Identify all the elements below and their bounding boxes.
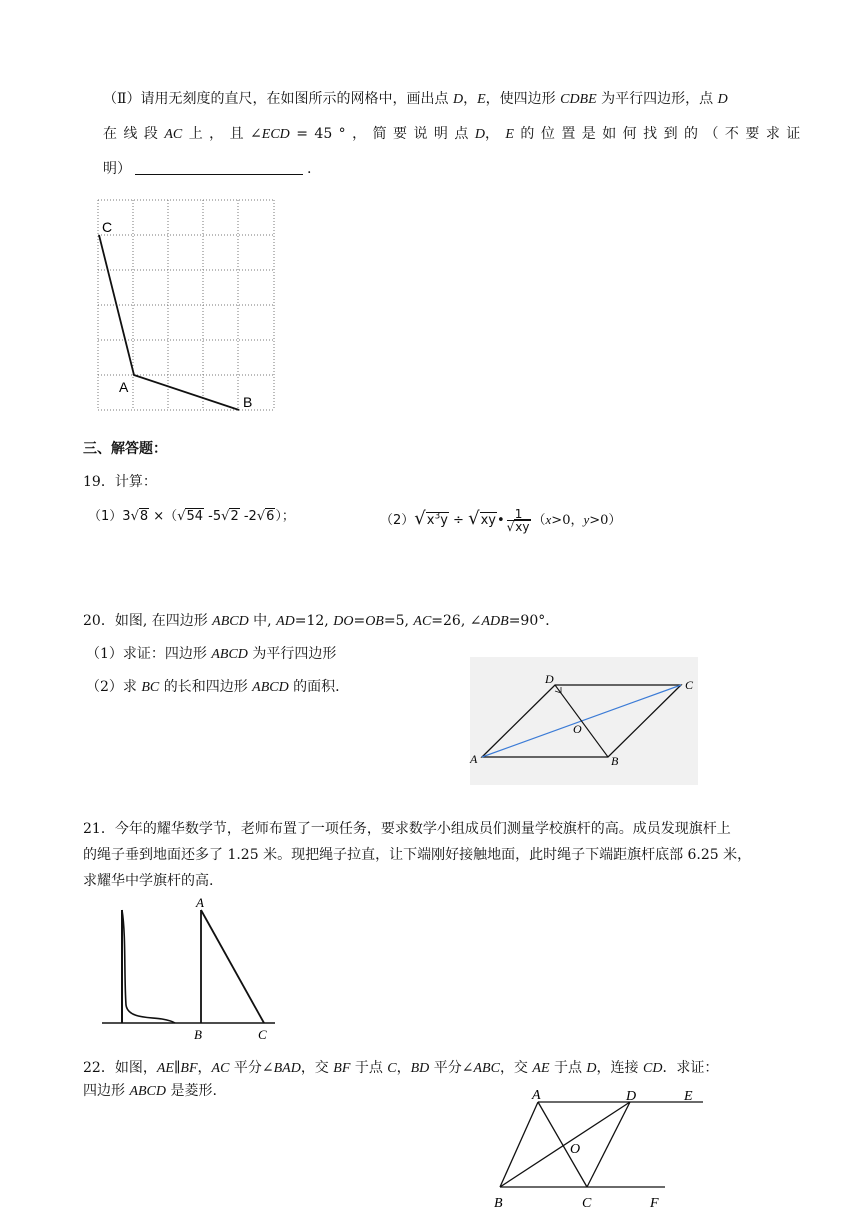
var: ABCD [211, 647, 248, 662]
text: 上 ， 且 ∠ [182, 126, 262, 142]
label-C: C [102, 219, 113, 235]
var: BAD [273, 1061, 301, 1076]
text: ， [197, 1060, 212, 1076]
text: 20．如图, 在四边形 [83, 613, 213, 629]
label-A: A [470, 752, 478, 766]
var: AE [156, 1061, 174, 1076]
text: 于点 [350, 1060, 388, 1076]
var-E: E [477, 92, 486, 107]
text: （2）求 [86, 679, 142, 695]
side-DC [587, 1102, 630, 1187]
text: 22．如图， [83, 1060, 157, 1076]
label-A: A [119, 379, 129, 395]
answer-blank[interactable] [135, 160, 303, 175]
var: DO [333, 614, 354, 629]
label-O: O [573, 722, 582, 736]
text: -2 [243, 509, 257, 524]
text: ，交 [300, 1060, 334, 1076]
var-y: y [583, 512, 590, 527]
q21-line1: 21．今年的耀华数学节，老师布置了一项任务，要求数学小组成员们测量学校旗杆的高。成员发现旗杆上 [83, 821, 731, 837]
flagpole-figure [100, 895, 290, 1045]
q18-line2 [103, 127, 800, 142]
text: （2） [380, 513, 415, 528]
text: ÷ [453, 513, 464, 528]
text: = 45 ° ， 简 要 说 明 点 [289, 126, 475, 142]
text: ， [396, 1060, 411, 1076]
text: 平分∠ [429, 1060, 474, 1076]
text: >0） [589, 513, 622, 528]
q20-line2 [86, 647, 336, 662]
text: （1）求证：四边形 [86, 646, 212, 662]
label-C: C [258, 1027, 267, 1042]
var: ADB [481, 614, 509, 629]
text: ×（ [153, 509, 178, 524]
label-D: D [626, 1089, 637, 1104]
label-E: E [684, 1089, 693, 1104]
rope-AC [201, 910, 264, 1023]
label-B: B [611, 754, 619, 768]
var: CD [642, 1061, 663, 1076]
text: ．求证： [662, 1060, 719, 1076]
q20-line1 [83, 614, 559, 629]
q21-line3: 求耀华中学旗杆的高. [83, 873, 214, 889]
var: AD [276, 614, 295, 629]
text: =12, [294, 613, 334, 629]
text: =26, ∠ [431, 613, 482, 629]
parallelogram-figure [470, 657, 700, 787]
radicand: 8 [139, 509, 149, 524]
text: 是菱形. [166, 1083, 217, 1099]
var: C [387, 1061, 397, 1076]
q18-line1 [103, 92, 728, 107]
text: ∥ [173, 1060, 181, 1076]
text: 四边形 [83, 1083, 130, 1099]
var: AC [413, 614, 432, 629]
text: 明） [103, 161, 131, 177]
var: D [586, 1061, 597, 1076]
var: BF [180, 1061, 198, 1076]
text: 的 位 置 是 如 何 找 到 的 （ 不 要 求 证 [513, 126, 801, 142]
section-title: 三、解答题： [83, 441, 167, 457]
text: 于点 [549, 1060, 587, 1076]
var: BD [410, 1061, 430, 1076]
var: AC [211, 1061, 230, 1076]
label-B: B [494, 1196, 503, 1211]
text: （1） [88, 509, 123, 524]
var: BF [333, 1061, 351, 1076]
text: （Ⅱ）请用无刻度的直尺，在如图所示的网格中，画出点 [103, 91, 453, 107]
var-AC: AC [164, 127, 183, 142]
text: 在 线 段 [103, 126, 165, 142]
radicand: xy [480, 513, 496, 528]
q20-line3 [86, 680, 340, 695]
var: ABCD [129, 1084, 167, 1099]
var-D: D [474, 127, 485, 142]
var: BC [141, 680, 160, 695]
denominator: xy [515, 520, 530, 534]
text: = [353, 613, 366, 629]
text: >0， [551, 513, 584, 528]
text: ）； [275, 509, 295, 524]
rhombus-figure [490, 1085, 710, 1216]
radicand: 54 [186, 509, 204, 524]
var-CDBE: CDBE [560, 92, 597, 107]
q19-part2: $(2)√x^3y$ ÷ √xy• $\frac{1}{√xy}$ （x>0，y>0） [380, 507, 622, 534]
grid-figure [98, 200, 278, 420]
var: ABC [473, 1061, 500, 1076]
text: ， [484, 126, 506, 142]
label-C: C [582, 1196, 592, 1211]
label-F: F [650, 1196, 659, 1211]
numerator: 1 [507, 508, 531, 521]
radicand: 6 [266, 509, 275, 524]
q21-line2: 的绳子垂到地面还多了 1.25 米。现把绳子拉直，让下端刚好接触地面，此时绳子下端距旗杆底部 6.25 米， [83, 847, 752, 863]
q22-line1 [83, 1061, 718, 1076]
text: 中, [248, 613, 277, 629]
text: • [496, 513, 505, 528]
label-B: B [243, 394, 253, 410]
label-O: O [570, 1142, 581, 1157]
exponent: 3 [434, 511, 441, 522]
var-ECD: ECD [261, 127, 290, 142]
text: 为平行四边形，点 [596, 91, 718, 107]
radicand: 2 [230, 509, 239, 524]
text: x [426, 513, 435, 528]
var-D: D [452, 92, 464, 107]
var: ABCD [252, 680, 289, 695]
q22-line2 [83, 1084, 217, 1099]
text: ， [463, 91, 478, 107]
text: =90°． [508, 613, 560, 629]
text: 的面积. [288, 679, 340, 695]
var-E: E [505, 127, 514, 142]
q19-part1: （1）3√8 ×（√54 -5√2 -2√6）； [88, 509, 295, 524]
label-A: A [532, 1088, 541, 1103]
var-x: x [545, 512, 552, 527]
text: 平分∠ [229, 1060, 274, 1076]
figure-bg [470, 657, 698, 785]
hanging-rope [122, 910, 175, 1023]
text: 3 [122, 509, 131, 524]
text: =5, [383, 613, 414, 629]
label-A: A [196, 895, 204, 910]
text: 为平行四边形 [247, 646, 337, 662]
text: . [307, 161, 312, 177]
label-B: B [194, 1027, 202, 1042]
q18-line3 [103, 160, 311, 176]
var: ABCD [212, 614, 249, 629]
text: -5 [208, 509, 222, 524]
label-D: D [545, 672, 554, 686]
text: y [440, 513, 448, 528]
text: ，连接 [596, 1060, 643, 1076]
label-C: C [685, 678, 694, 692]
text: 的长和四边形 [159, 679, 253, 695]
text: （ [532, 513, 546, 528]
var-D: D [717, 92, 728, 107]
q19-head: 19．计算： [83, 474, 157, 490]
var: OB [365, 614, 384, 629]
var: AE [532, 1061, 550, 1076]
text: ，使四边形 [485, 91, 561, 107]
text: ，交 [499, 1060, 533, 1076]
